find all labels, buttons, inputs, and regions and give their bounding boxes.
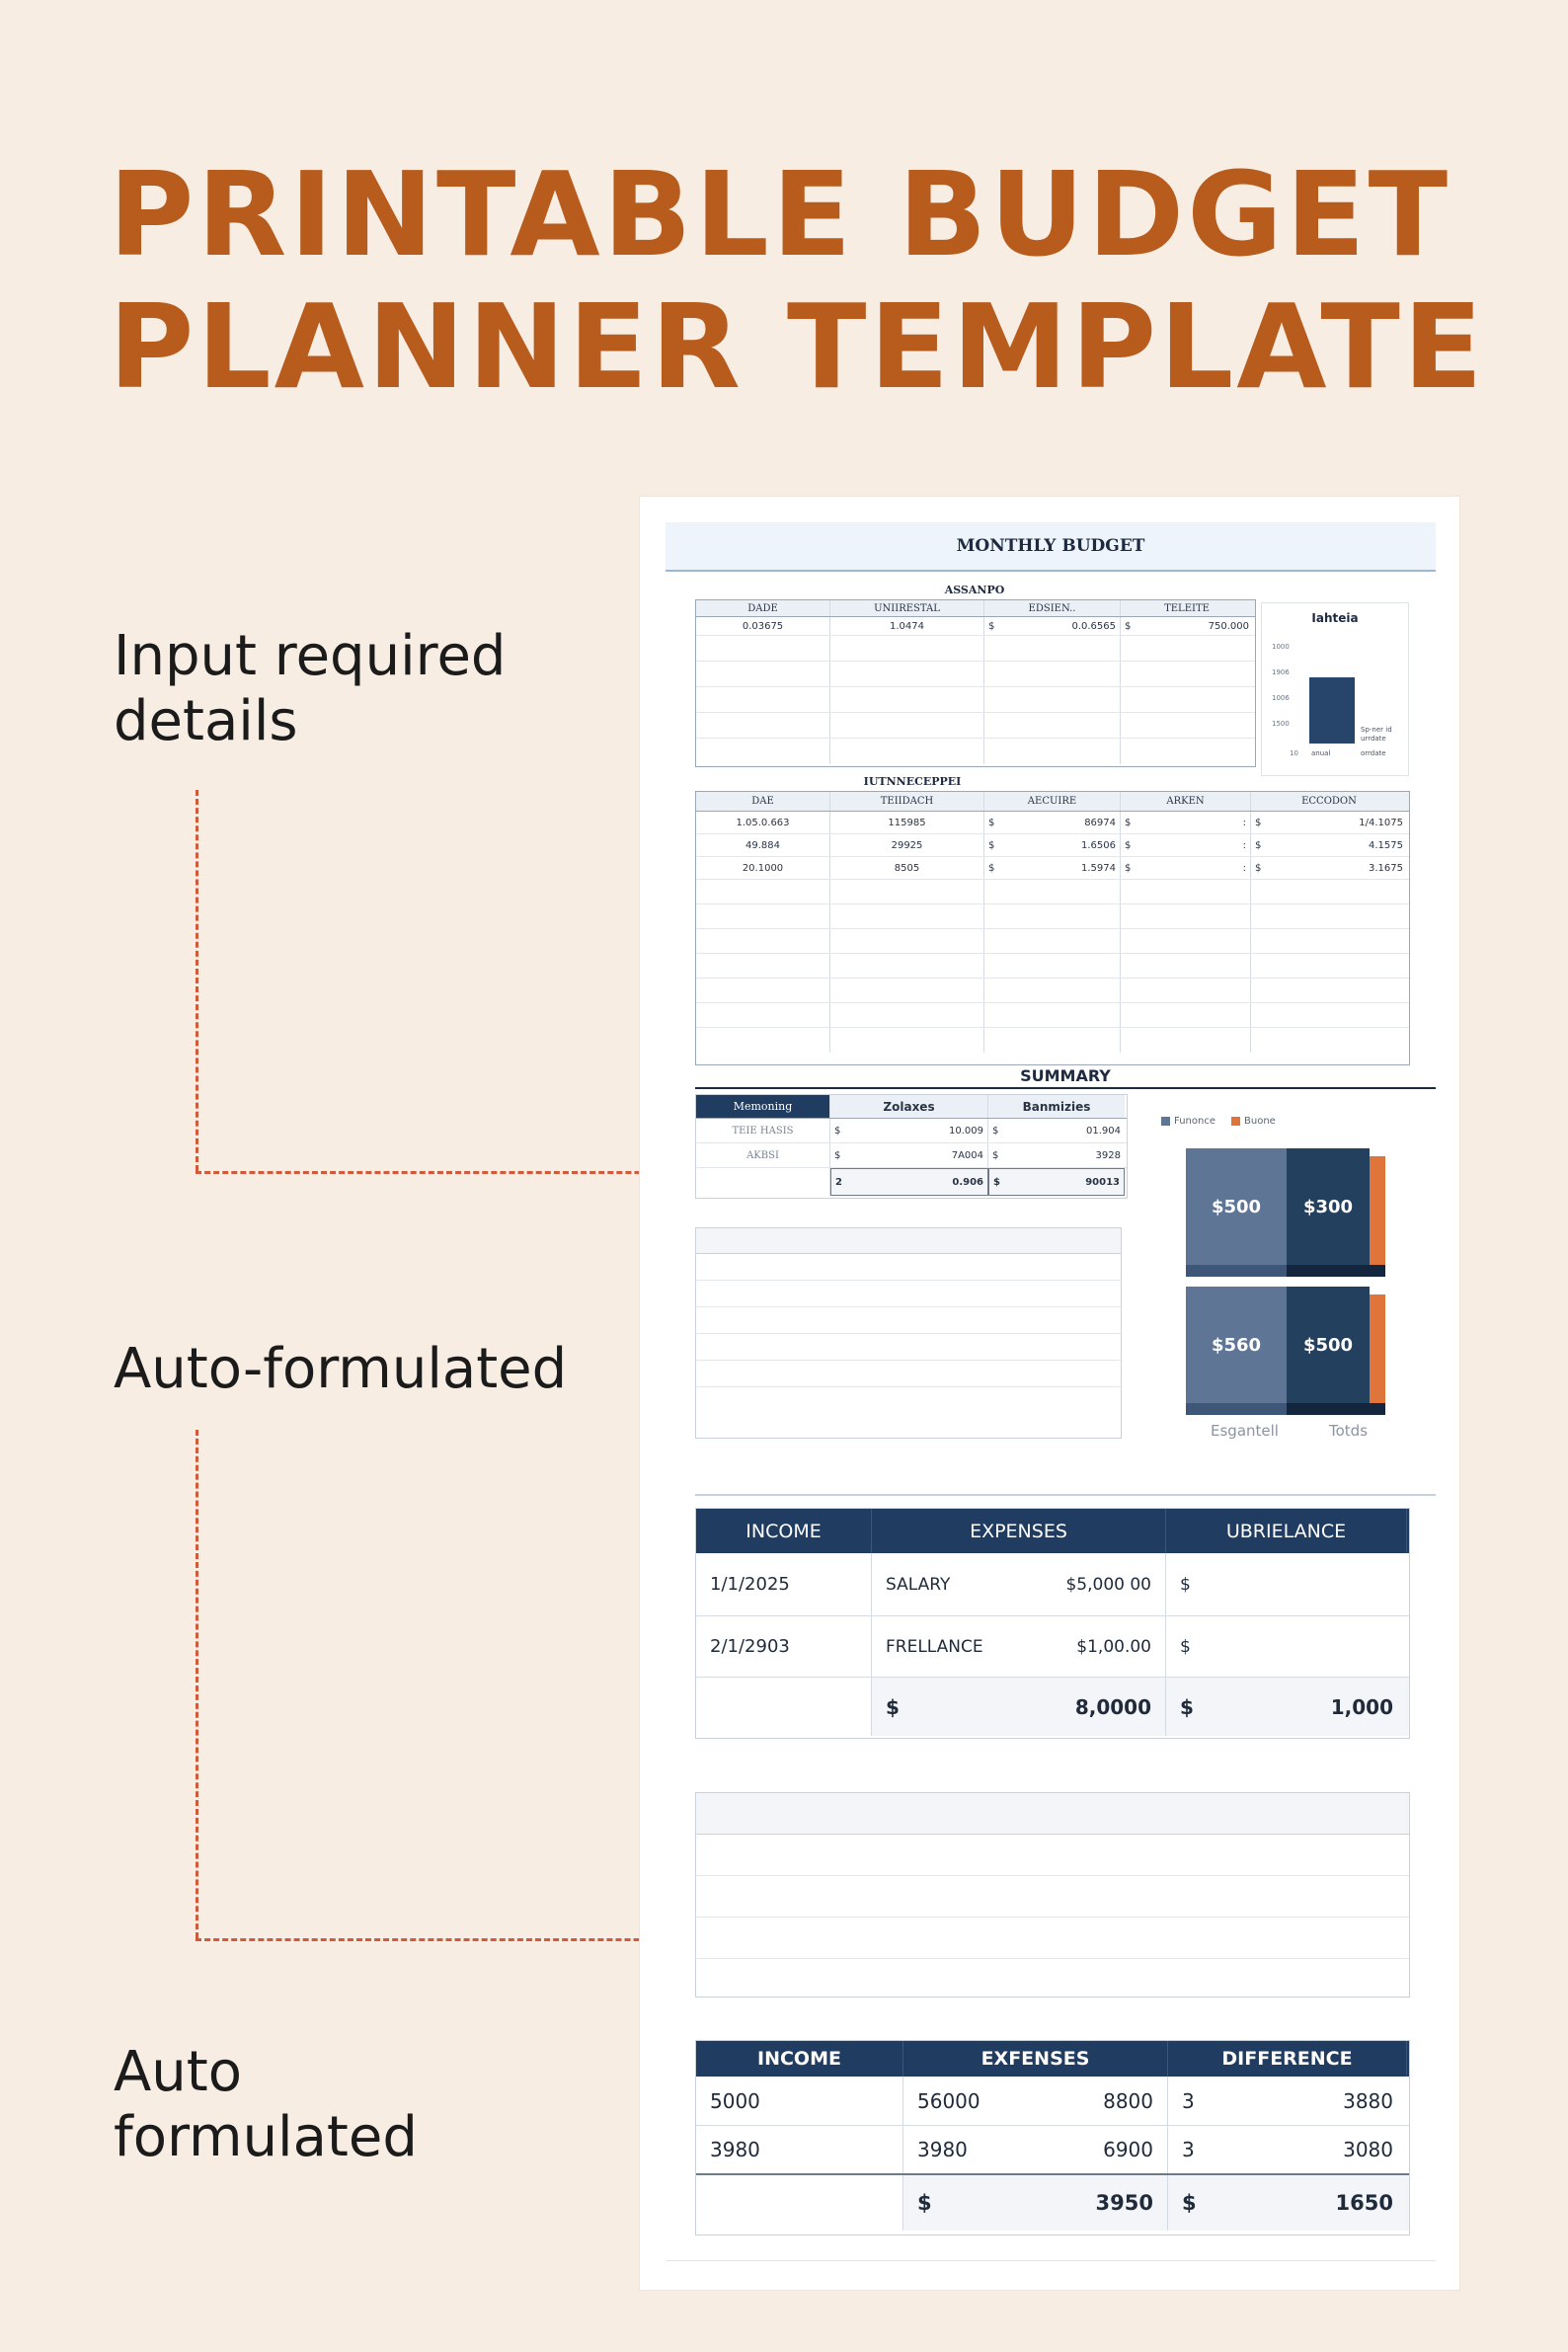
callout-connector-2-horizontal	[196, 1938, 711, 1941]
callout-input-required: Input required details	[114, 624, 507, 753]
sheet-header: MONTHLY BUDGET	[666, 522, 1436, 572]
mini-chart-legend: urrdate	[1361, 735, 1386, 743]
block-bar-2-segment-a: $560	[1186, 1287, 1287, 1403]
table-row[interactable]: 5000 56000 8800 3 3880	[696, 2077, 1409, 2126]
table-row[interactable]: 1.05.0.663 115985 $ 86974 $ : $ 1/4.1075	[696, 812, 1409, 834]
block-chart-xlabel: Esgantell	[1211, 1422, 1279, 1440]
income-table-2	[695, 2040, 1410, 2235]
table-row[interactable]: 49.884 29925 $ 1.6506 $ : $ 4.1575	[696, 834, 1409, 857]
empty-notes-grid[interactable]	[695, 1227, 1122, 1439]
page-title	[109, 148, 1491, 413]
income-table-1-total[interactable]: $ 8,0000 $ 1,000	[696, 1678, 1409, 1736]
block-bar-2-side	[1370, 1294, 1385, 1403]
table-row[interactable]	[696, 662, 1255, 687]
callout-connector-1-horizontal	[196, 1171, 703, 1174]
summary-total-row[interactable]: 2 0.906 $ 90013	[696, 1168, 1127, 1196]
title-line-2: PLANNER TEMPLATE	[109, 278, 1486, 415]
table-row[interactable]: 3980 3980 6900 3 3080	[696, 2126, 1409, 2175]
block-bar-2-segment-b: $500	[1287, 1287, 1370, 1403]
divider	[695, 1494, 1436, 1496]
table-row[interactable]: AKBSI $ 7A004 $ 3928	[696, 1143, 1127, 1168]
callout-connector-2-vertical	[196, 1430, 198, 1938]
table-row[interactable]	[696, 739, 1255, 764]
mini-bar-chart	[1261, 602, 1409, 776]
income-table-2-total[interactable]: $ 3950 $ 1650	[696, 2175, 1409, 2231]
summary-table	[695, 1094, 1128, 1199]
mini-chart-tick: 1006	[1272, 694, 1290, 702]
table-row[interactable]	[696, 880, 1409, 904]
budget-sheet	[640, 497, 1459, 2290]
table1-header-row: DADE UNIIRESTAL EDSIEN.. TELEITE	[696, 600, 1255, 617]
income-table-2-header: INCOME EXFENSES DIFFERENCE	[696, 2041, 1409, 2077]
mini-chart-bar	[1309, 677, 1355, 744]
mini-chart-tick: 1000	[1272, 643, 1290, 651]
empty-entries-grid[interactable]	[695, 1792, 1410, 1998]
mini-chart-legend: orrdate	[1361, 749, 1386, 757]
table-row[interactable]: 20.1000 8505 $ 1.5974 $ : $ 3.1675	[696, 857, 1409, 880]
title-line-1: PRINTABLE BUDGET	[109, 146, 1451, 282]
table2	[695, 791, 1410, 1065]
mini-chart-title: Iahteia	[1311, 611, 1359, 625]
block-bar-1-segment-b: $300	[1287, 1148, 1370, 1265]
table-row[interactable]: TEIE HASIS $ 10.009 $ 01.904	[696, 1119, 1127, 1143]
table-row[interactable]	[696, 979, 1409, 1003]
mini-chart-tick: 10	[1290, 749, 1298, 757]
callout-connector-1-vertical	[196, 790, 198, 1171]
table-row[interactable]: 0.03675 1.0474 $ 0.0.6565 $ 750.000	[696, 617, 1255, 636]
table2-header-row: DAE TEIIDACH AECUIRE ARKEN ECCODON	[696, 792, 1409, 812]
block-bar-1-segment-a: $500	[1186, 1148, 1287, 1265]
table1	[695, 599, 1256, 767]
table-row[interactable]	[696, 954, 1409, 979]
sheet-footer-line	[666, 2260, 1436, 2261]
mini-chart-xlabel: anual	[1311, 749, 1331, 757]
table-row[interactable]: 2/1/2903 FRELLANCE $1,00.00 $	[696, 1616, 1409, 1678]
table-row[interactable]: 1/1/2025 SALARY $5,000 00 $	[696, 1553, 1409, 1616]
summary-title: SUMMARY	[695, 1066, 1436, 1089]
mini-chart-tick: 1500	[1272, 720, 1290, 728]
table-row[interactable]	[696, 1028, 1409, 1053]
table-row[interactable]	[696, 1003, 1409, 1028]
table-row[interactable]	[696, 636, 1255, 662]
mini-chart-legend: Sp-ner id	[1361, 726, 1392, 734]
table-row[interactable]	[696, 687, 1255, 713]
block-chart-xlabel: Totds	[1329, 1422, 1369, 1440]
summary-header-row: Memoning Zolaxes Banmizies	[696, 1095, 1127, 1119]
callout-auto-formulated: Auto-formulated	[114, 1337, 568, 1401]
table-row[interactable]	[696, 713, 1255, 739]
table1-label: ASSANPO	[944, 584, 1005, 596]
table-row[interactable]	[696, 904, 1409, 929]
table-row[interactable]	[696, 929, 1409, 954]
income-table-1-header: INCOME EXPENSES UBRIELANCE	[696, 1509, 1409, 1553]
block-chart-legend: Funonce Buone	[1161, 1116, 1276, 1127]
block-bar-1-side	[1370, 1156, 1385, 1265]
callout-auto-formulated-2: Auto formulated	[114, 2040, 418, 2169]
table2-label: IUTNNECEPPEI	[863, 775, 962, 788]
mini-chart-tick: 1906	[1272, 668, 1290, 676]
income-table-1	[695, 1508, 1410, 1739]
